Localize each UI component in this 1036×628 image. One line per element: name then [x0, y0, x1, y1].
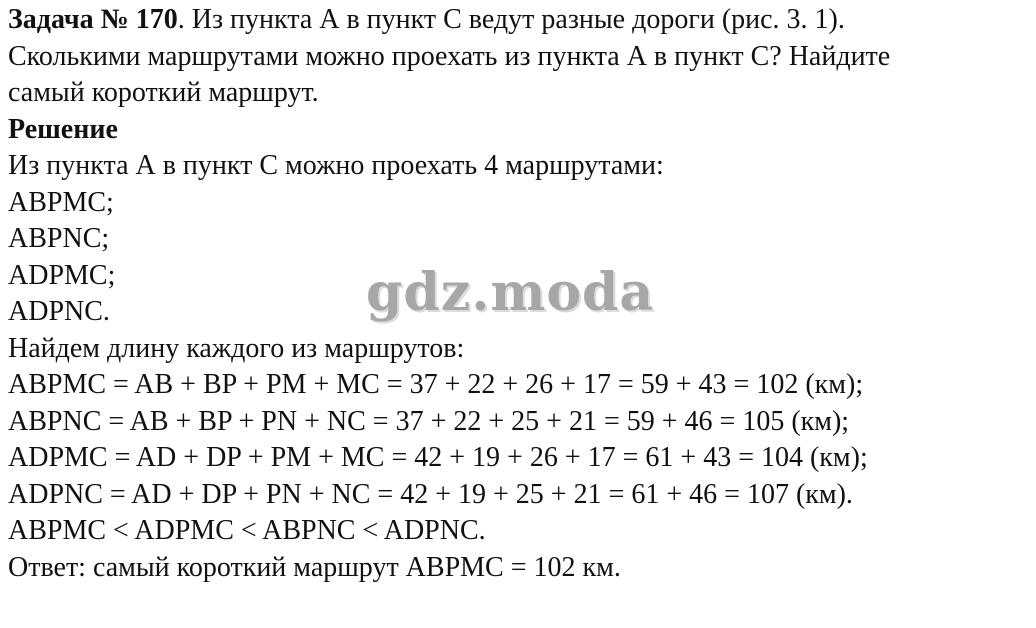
route-comparison: ABPMC < ADPMC < ABPNC < ADPNC. — [8, 515, 486, 546]
route-length: ADPMC = AD + DP + PM + MC = 42 + 19 + 26 + 17 = 61 + 43 = 104 (км); — [8, 442, 868, 473]
document-page — [8, 2, 1032, 586]
route-length: ABPNC = AB + BP + PN + NC = 37 + 22 + 25 + 21 = 59 + 46 = 105 (км); — [8, 405, 850, 437]
task-title: Задача № 170 — [8, 4, 178, 35]
task-statement-line-1 — [8, 2, 1032, 39]
task-text-1: . Из пункта А в пункт С ведут разные дороги (рис. 3. 1). — [177, 4, 845, 35]
watermark: gdz.moda — [366, 262, 655, 323]
route-item: ADPMC; — [8, 259, 116, 291]
route-item: ABPMC; — [8, 186, 114, 218]
solution-intro: Из пункта А в пункт С можно проехать 4 маршрутами: — [8, 150, 664, 181]
answer-line: Ответ: самый короткий маршрут ABPMC = 102 км. — [8, 551, 621, 583]
solution-heading: Решение — [8, 113, 118, 145]
lengths-intro: Найдем длину каждого из маршрутов: — [8, 332, 465, 364]
route-item: ABPNC; — [8, 223, 110, 254]
task-statement-line-2: Сколькими маршрутами можно проехать из пункта А в пункт С? Найдите — [8, 40, 891, 72]
route-length: ABPMC = AB + BP + PM + MC = 37 + 22 + 26 + 17 = 59 + 43 = 102 (км); — [8, 369, 864, 400]
route-length: ADPNC = AD + DP + PN + NC = 42 + 19 + 25 + 21 = 61 + 46 = 107 (км). — [8, 478, 853, 510]
task-statement-line-3: самый короткий маршрут. — [8, 77, 319, 108]
route-item: ADPNC. — [8, 296, 110, 327]
